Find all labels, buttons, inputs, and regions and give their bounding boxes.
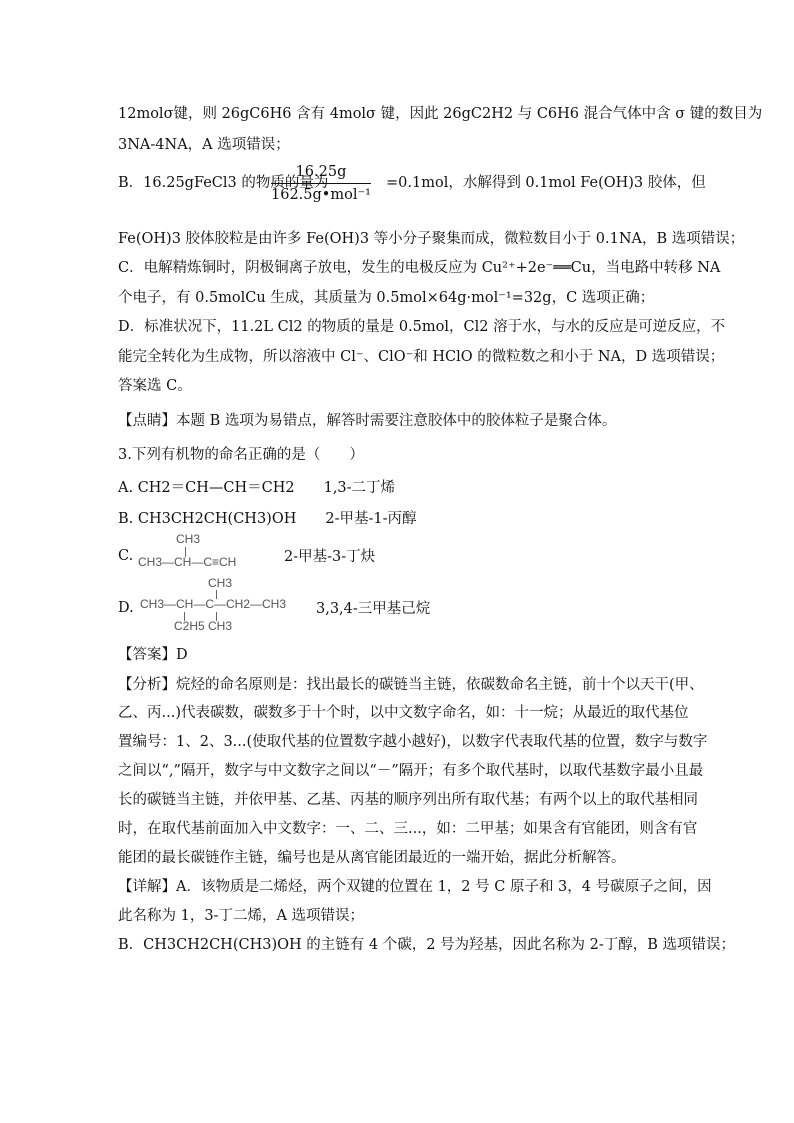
text-line: Fe(OH)3 胶体胶粒是由许多 Fe(OH)3 等小分子聚集而成，微粒数目小于 0.1NA，B 选项错误； [118,231,745,247]
text-line: B．16.25gFeCl3 的物质的量为 [118,175,329,191]
option-b: B. CH3CH2CH(CH3)OH 2-甲基-1-丙醇 [118,511,417,527]
answer-line: 【答案】D [118,647,188,663]
text-line: =0.1mol，水解得到 0.1mol Fe(OH)3 胶体，但 [386,175,706,191]
text-line: B．CH3CH2CH(CH3)OH 的主链有 4 个碳，2 号为羟基，因此名称为 2-丁醇，B 选项错误； [118,937,736,953]
text-line: 此名称为 1，3-丁二烯，A 选项错误； [118,908,365,924]
structure-c [138,532,278,572]
structure-c-top: CH3 [176,532,201,546]
text-line: 【详解】A．该物质是二烯烃，两个双键的位置在 1，2 号 C 原子和 3，4 号碳原子之间，因 [118,879,712,895]
structure-d-top: CH3 [208,576,233,590]
fraction-denominator: 162.5g•mol⁻¹ [271,187,371,203]
text-line: 能团的最长碳链作主链，编号也是从离官能团最近的一端开始，据此分析解答。 [118,850,626,866]
fraction [271,161,371,206]
option-c-name: 2-甲基-3-丁炔 [284,549,376,565]
option-c-label: C. [118,548,134,564]
text-line: 12molσ键，则 26gC6H6 含有 4molσ 键，因此 26gC2H2 与 C6H6 混合气体中含 σ 键的数目为 [118,106,763,122]
text-line: 3NA-4NA，A 选项错误； [118,137,290,153]
text-line: 之间以“,”隔开，数字与中文数字之间以“－”隔开；有多个取代基时，以取代基数字最小且最 [118,763,704,779]
text-line: D．标准状况下，11.2L Cl2 的物质的量是 0.5mol，Cl2 溶于水，与水的反应是可逆反应，不 [118,319,726,335]
structure-c-main: CH3—CH—C≡CH [138,555,237,569]
text-line: 置编号：1、2、3...(使取代基的位置数字越小越好)，以数字代表取代基的位置，数字与数字 [118,734,708,750]
text-line: 【分析】烷烃的命名原则是：找出最长的碳链当主链，依碳数命名主链，前十个以天干(甲、 [118,677,704,693]
option-d-label: D. [118,600,134,616]
option-d-name: 3,3,4-三甲基己烷 [316,601,431,617]
text-line: 【点睛】本题 B 选项为易错点，解答时需要注意胶体中的胶体粒子是聚合体。 [118,413,617,429]
question-title: 3.下列有机物的命名正确的是（ ） [118,447,364,463]
text-line: 时，在取代基前面加入中文数字：一、二、三...，如：二甲基；如果含有官能团，则含有官 [118,821,698,837]
fraction-numerator: 16.25g [271,161,371,184]
structure-d-main: CH3—CH—C—CH2—CH3 [140,597,287,611]
structure-d-bottom: C2H5 CH3 [174,619,233,633]
text-line: 乙、丙...)代表碳数，碳数多于十个时，以中文数字命名，如：十一烷；从最近的取代基位 [118,705,689,721]
text-line: 答案选 C。 [118,378,192,394]
text-line: C．电解精炼铜时，阴极铜离子放电，发生的电极反应为 Cu²⁺+2e⁻══Cu，当电路中转移 NA [118,260,721,276]
text-line: 个电子，有 0.5molCu 生成，其质量为 0.5mol×64g·mol⁻¹=32g，C 选项正确； [118,290,655,306]
text-line: 长的碳链当主链，并依甲基、乙基、丙基的顺序列出所有取代基；有两个以上的取代基相同 [118,792,698,808]
option-a: A. CH2＝CH—CH＝CH2 1,3-二丁烯 [118,480,396,496]
text-line: 能完全转化为生成物，所以溶液中 Cl⁻、ClO⁻和 HClO 的微粒数之和小于 NA，D 选项错误； [118,349,725,365]
structure-d [140,576,290,634]
